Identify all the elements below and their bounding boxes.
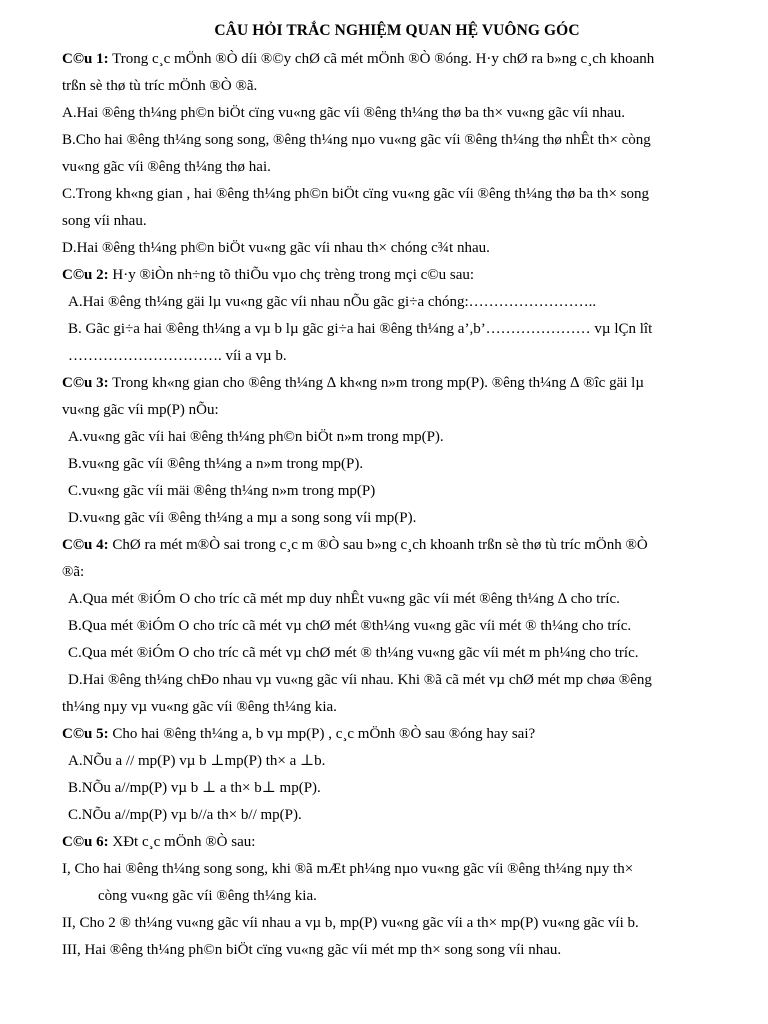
question-4-text: ChØ ra mét m®Ò sai trong c¸c m ®Ò sau b»ng c¸ch khoanh trßn sè thø tù tríc mÖnh ®Ò	[108, 537, 648, 553]
question-4	[62, 532, 732, 559]
question-4-option-b: B.Qua mét ®iÓm O cho tríc cã mét vµ chØ mét ®th¼ng vu«ng gãc víi mét ® th¼ng cho tríc.	[68, 618, 632, 634]
question-3-option-b: B.vu«ng gãc víi ®êng th¼ng a n»m trong mp(P).	[68, 456, 364, 472]
question-1-option-d: D.Hai ®êng th¼ng ph©n biÖt vu«ng gãc víi nhau th× chóng c¾t nhau.	[62, 240, 490, 256]
question-6-statement-iii: III, Hai ®êng th¼ng ph©n biÖt cïng vu«ng gãc víi mét mp th× song song víi nhau.	[62, 942, 562, 958]
question-5-option-b: B.NÕu a//mp(P) vµ b ⊥ a th× b⊥ mp(P).	[68, 780, 321, 796]
question-5-label: C©u 5:	[62, 726, 109, 742]
question-4-option-d-cont: th¼ng nµy vµ vu«ng gãc víi ®êng th¼ng kia.	[62, 699, 337, 715]
question-5-option-a: A.NÕu a // mp(P) vµ b ⊥mp(P) th× a ⊥b.	[68, 753, 326, 769]
question-3-label: C©u 3:	[62, 375, 109, 391]
question-2-option-a: A.Hai ®êng th¼ng gäi lµ vu«ng gãc víi nhau nÕu gãc gi÷a chóng:……………………..	[68, 294, 597, 310]
question-6-statement-i: I, Cho hai ®êng th¼ng song song, khi ®ã mÆt ph¼ng nµo vu«ng gãc víi ®êng th¼ng nµy th×	[62, 861, 634, 877]
question-3	[62, 370, 732, 397]
question-3-text: Trong kh«ng gian cho ®êng th¼ng ∆ kh«ng n»m trong mp(P). ®êng th¼ng ∆ ®îc gäi lµ	[108, 375, 644, 391]
question-1-option-b-cont: vu«ng gãc víi ®êng th¼ng thø hai.	[62, 159, 271, 175]
question-5-option-c: C.NÕu a//mp(P) vµ b//a th× b// mp(P).	[68, 807, 302, 823]
question-4-text-cont: ®ã:	[62, 564, 85, 580]
question-5-text: Cho hai ®êng th¼ng a, b vµ mp(P) , c¸c mÖnh ®Ò sau ®óng hay sai?	[108, 726, 536, 742]
question-6-statement-ii: II, Cho 2 ® th¼ng vu«ng gãc víi nhau a vµ b, mp(P) vu«ng gãc víi a th× mp(P) vu«ng gãc víi b.	[62, 915, 639, 931]
question-2-label: C©u 2:	[62, 267, 109, 283]
question-2	[62, 262, 732, 289]
question-1-option-c: C.Trong kh«ng gian , hai ®êng th¼ng ph©n biÖt cïng vu«ng gãc víi ®êng th¼ng thø ba th× song	[62, 186, 650, 202]
question-6-label: C©u 6:	[62, 834, 109, 850]
question-1-label: C©u 1:	[62, 51, 109, 67]
question-3-text-cont: vu«ng gãc víi mp(P) nÕu:	[62, 402, 219, 418]
question-4-option-d: D.Hai ®êng th¼ng chÐo nhau vµ vu«ng gãc víi nhau. Khi ®ã cã mét vµ chØ mét mp chøa ®êng	[68, 672, 652, 688]
question-3-option-c: C.vu«ng gãc víi mäi ®êng th¼ng n»m trong mp(P)	[68, 483, 376, 499]
question-4-label: C©u 4:	[62, 537, 109, 553]
question-1-option-c-cont: song víi nhau.	[62, 213, 147, 229]
document-title: CÂU HỎI TRẮC NGHIỆM QUAN HỆ VUÔNG GÓC	[214, 22, 580, 39]
question-1-option-a: A.Hai ®êng th¼ng ph©n biÖt cïng vu«ng gãc víi ®êng th¼ng thø ba th× vu«ng gãc víi nhau.	[62, 105, 625, 121]
question-3-option-d: D.vu«ng gãc víi ®êng th¼ng a mµ a song song víi mp(P).	[68, 510, 417, 526]
question-4-option-c: C.Qua mét ®iÓm O cho tríc cã mét vµ chØ mét ® th¼ng vu«ng gãc víi mét m ph¼ng cho tríc.	[68, 645, 639, 661]
question-6-text: XÐt c¸c mÖnh ®Ò sau:	[108, 834, 256, 850]
question-4-option-a: A.Qua mét ®iÓm O cho tríc cã mét mp duy nhÊt vu«ng gãc víi mét ®êng th¼ng ∆ cho tríc.	[68, 591, 620, 607]
question-1-text: Trong c¸c mÖnh ®Ò díi ®©y chØ cã mét mÖnh ®Ò ®óng. H·y chØ ra b»ng c¸ch khoanh	[108, 51, 655, 67]
question-1-text-cont: trßn sè thø tù tríc mÖnh ®Ò ®ã.	[62, 78, 258, 94]
question-2-text: H·y ®iÒn nh÷ng tõ thiÕu vµo chç trèng trong mçi c©u sau:	[108, 267, 475, 283]
question-5	[62, 721, 732, 748]
question-3-option-a: A.vu«ng gãc víi hai ®êng th¼ng ph©n biÖt n»m trong mp(P).	[68, 429, 444, 445]
question-2-option-b-cont: …………………………. víi a vµ b.	[68, 348, 287, 364]
question-1	[62, 46, 732, 73]
question-2-option-b: B. Gãc gi÷a hai ®êng th¼ng a vµ b lµ gãc gi÷a hai ®êng th¼ng a’,b’………………… vµ lÇn lît	[68, 321, 653, 337]
question-6	[62, 829, 732, 856]
question-6-statement-i-cont: còng vu«ng gãc víi ®êng th¼ng kia.	[98, 888, 317, 904]
question-1-option-b: B.Cho hai ®êng th¼ng song song, ®êng th¼ng nµo vu«ng gãc víi ®êng th¼ng thø nhÊt th× còng	[62, 132, 651, 148]
